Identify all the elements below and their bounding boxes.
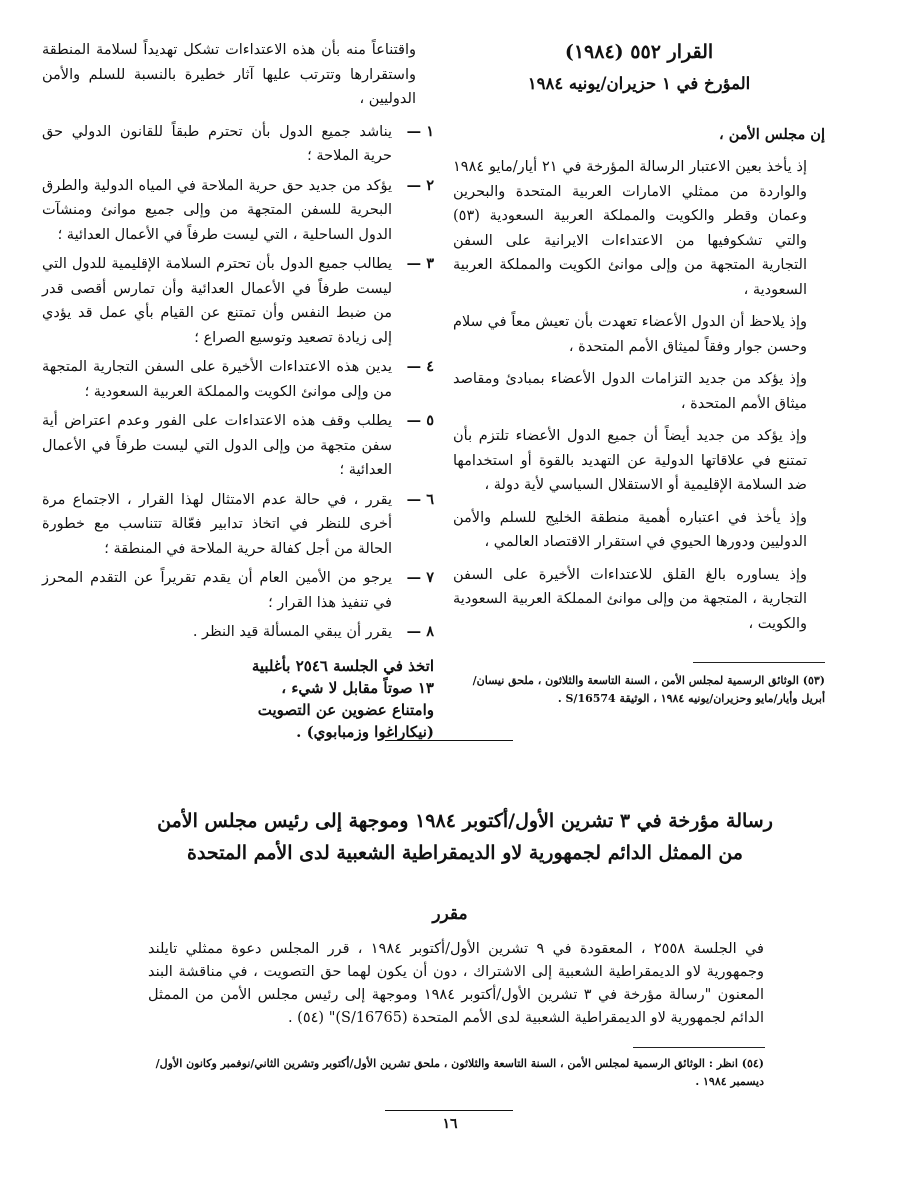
operative-text: يؤكد من جديد حق حرية الملاحة في المياه الدولية والطرق البحرية للسفن المتجهة من وإلى جميع موانئ ومنشآت الدول الساحلية ، التي ليست طرفاً في الأعمال العدائية ؛ xyxy=(42,177,392,243)
preamble-paragraph: وإذ يؤكد من جديد أيضاً أن جميع الدول الأعضاء تلتزم بأن تمتنع في علاقاتها الدولية عن التهديد بالقوة أو استخدامها ضد السلامة الإقليمية أو الاستقلال السياسي لأية دولة ، xyxy=(453,428,807,493)
preamble-continuation: واقتناعاً منه بأن هذه الاعتداءات تشكل تهديداً لسلامة المنطقة واستقرارها وتترتب عليها آثار خطيرة بالنسبة للسلم والأمن الدوليين ، xyxy=(42,42,416,107)
adoption-line: ١٣ صوتاً مقابل لا شيء ، xyxy=(281,678,434,697)
footnote-rule xyxy=(693,662,825,663)
operative-text: يناشد جميع الدول بأن تحترم طبقاً للقانون الدولي حق حرية الملاحة ؛ xyxy=(42,123,392,164)
adoption-line: (نيكاراغوا وزمبابوي) . xyxy=(296,722,434,741)
operative-paragraph xyxy=(42,409,434,483)
preamble-paragraph: وإذ يلاحظ أن الدول الأعضاء تعهدت بأن تعيش معاً في سلام وحسن جوار وفقاً لميثاق الأمم المتحدة ، xyxy=(453,314,807,355)
operative-number: ٤ — xyxy=(406,358,434,375)
resolution-title: القرار ٥٥٢ (١٩٨٤) xyxy=(564,41,714,63)
operative-paragraph xyxy=(42,174,434,248)
decision-text: في الجلسة ٢٥٥٨ ، المعقودة في ٩ تشرين الأول/أكتوبر ١٩٨٤ ، قرر المجلس دعوة ممثلي تايلند وجمهورية لاو الديمقراطية الشعبية إلى الاشتراك ، دون أن يكون لهما حق التصويت ، في مناقشة البند المعنون "رسالة مؤرخة في ٣ تشرين الأول/أكتوبر ١٩٨٤ وموجهة إلى رئيس مجلس الأمن من الممثل الدائم لجمهورية لاو الديمقراطية الشعبية لدى الأمم المتحدة (S/16765)" (٥٤) . xyxy=(148,941,764,1026)
preamble-paragraph: وإذ يساوره بالغ القلق للاعتداءات الأخيرة على السفن التجارية ، المتجهة من وإلى موانئ المملكة العربية السعودية والكويت ، xyxy=(453,566,807,632)
letter-title-line-2: من الممثل الدائم لجمهورية لاو الديمقراطية الشعبية لدى الأمم المتحدة xyxy=(187,842,743,864)
operative-text: يدين هذه الاعتداءات الأخيرة على السفن التجارية المتجهة من وإلى موانئ الكويت والمملكة العربية السعودية ؛ xyxy=(42,359,392,400)
operative-paragraph xyxy=(42,620,434,645)
operative-number: ٥ — xyxy=(406,412,434,429)
operative-paragraph xyxy=(42,252,434,350)
footnote-54: (٥٤) انظر : الوثائق الرسمية لمجلس الأمن ، السنة التاسعة والثلاثون ، ملحق تشرين الأول/أكتوبر وتشرين الثاني/نوفمبر وكانون الأول/ديسمبر ١٩٨٤ . xyxy=(155,1057,764,1088)
preamble-paragraph: إذ يأخذ بعين الاعتبار الرسالة المؤرخة في ٢١ أيار/مايو ١٩٨٤ والواردة من ممثلي الامارات العربية المتحدة والبحرين وعمان وقطر والكويت والمملكة العربية السعودية (٥٣) والتي تشكوفيها من الاعتداءات الايرانية على السفن التجارية المتجهة من وإلى موانئ الكويت والمملكة العربية السعودية ، xyxy=(453,159,807,298)
adoption-note xyxy=(42,655,434,743)
preamble-opening: إن مجلس الأمن ، xyxy=(718,125,825,143)
resolution-column-right xyxy=(453,38,825,644)
operative-text: يقرر أن يبقي المسألة قيد النظر . xyxy=(192,624,392,640)
operative-paragraph xyxy=(42,355,434,404)
operative-number: ١ — xyxy=(406,122,434,140)
operative-text: يقرر ، في حالة عدم الامتثال لهذا القرار ، الاجتماع مرة أخرى للنظر في اتخاذ تدابير فعّالة تتناسب مع خطورة الحالة من أجل كفالة حرية الملاحة في المنطقة ؛ xyxy=(42,491,392,557)
footnote-rule xyxy=(633,1047,765,1048)
page-number-rule xyxy=(385,1110,513,1111)
letter-title-line-1: رسالة مؤرخة في ٣ تشرين الأول/أكتوبر ١٩٨٤ وموجهة إلى رئيس مجلس الأمن xyxy=(157,810,773,832)
operative-paragraph xyxy=(42,120,434,169)
operative-text: يطلب وقف هذه الاعتداءات على الفور وعدم اعتراض أية سفن متجهة من وإلى الدول التي ليست طرفاً في الأعمال العدائية ؛ xyxy=(42,413,392,478)
operative-number: ٦ — xyxy=(406,490,434,508)
preamble-paragraph: وإذ يؤكد من جديد التزامات الدول الأعضاء بمبادئ ومقاصد ميثاق الأمم المتحدة ، xyxy=(453,371,807,412)
operative-number: ٨ — xyxy=(406,623,434,640)
operative-text: يرجو من الأمين العام أن يقدم تقريراً عن التقدم المحرز في تنفيذ هذا القرار ؛ xyxy=(42,570,392,611)
preamble-paragraph: وإذ يأخذ في اعتباره أهمية منطقة الخليج للسلم والأمن الدوليين ودورها الحيوي في استقرار الاقتصاد العالمي ، xyxy=(453,509,807,550)
operative-number: ٧ — xyxy=(406,569,434,586)
resolution-date: المؤرخ في ١ حزيران/يونيه ١٩٨٤ xyxy=(527,74,751,93)
footnote-53: (٥٣) الوثائق الرسمية لمجلس الأمن ، السنة التاسعة والثلاثون ، ملحق نيسان/أبريل وأيار/مايو وحزيران/يونيه ١٩٨٤ ، الوثيقة S/16574 . xyxy=(472,674,825,705)
section-separator xyxy=(385,740,513,741)
adoption-line: اتخذ في الجلسة ٢٥٤٦ بأغلبية xyxy=(251,656,434,675)
decision-heading: مقرر xyxy=(432,904,468,924)
page-number: ١٦ xyxy=(442,1116,458,1132)
operative-number: ٣ — xyxy=(406,255,434,272)
operative-text: يطالب جميع الدول بأن تحترم السلامة الإقليمية للدول التي ليست طرفاً في الأعمال العدائية وأن تمارس أقصى قدر من ضبط النفس وأن تمتنع عن القيام بأي عمل قد يؤدي إلى زيادة تصعيد وتوسيع الصراع ؛ xyxy=(42,256,392,346)
operative-paragraph xyxy=(42,566,434,615)
letter-title xyxy=(70,805,860,869)
operative-paragraph xyxy=(42,488,434,562)
resolution-column-left xyxy=(42,38,434,743)
operative-number: ٢ — xyxy=(406,176,434,194)
adoption-line: وامتناع عضوين عن التصويت xyxy=(257,700,434,719)
